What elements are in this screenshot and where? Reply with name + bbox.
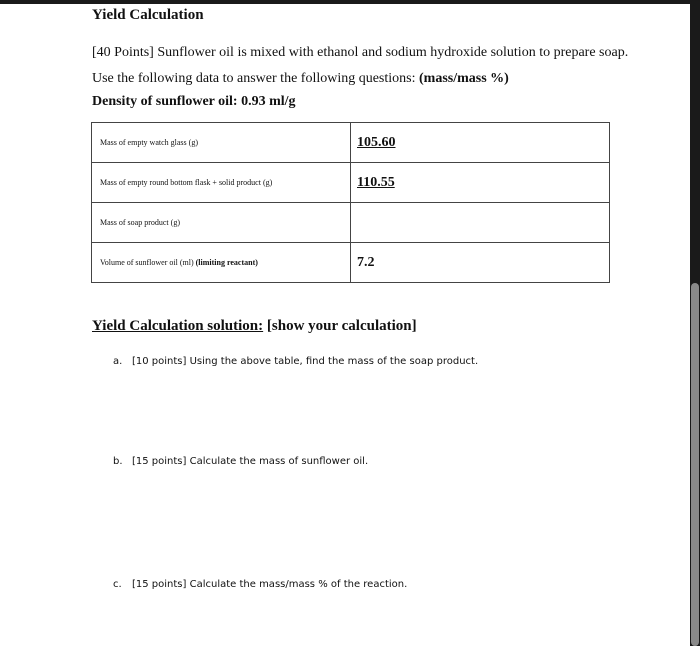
table-cell-value-empty [351, 203, 610, 243]
vertical-scrollbar[interactable] [691, 283, 699, 646]
intro-line-2-text: Use the following data to answer the following questions: [92, 71, 419, 86]
table-row [92, 203, 610, 243]
table-row [92, 123, 610, 163]
solution-heading-rest: [show your calculation] [263, 318, 417, 334]
question-text: [10 points] Using the above table, find the mass of the soap product. [132, 356, 479, 367]
intro-line-2 [92, 66, 632, 92]
table-row [92, 163, 610, 203]
row-label: Mass of soap product (g) [100, 218, 180, 227]
question-letter: a. [113, 356, 123, 367]
intro-paragraph [92, 40, 632, 92]
row-label-bold: (limiting reactant) [195, 258, 258, 267]
question-text: [15 points] Calculate the mass/mass % of the reaction. [132, 579, 408, 590]
density-statement: Density of sunflower oil: 0.93 ml/g [92, 94, 296, 109]
row-label: Mass of empty round bottom flask + solid product (g) [100, 178, 273, 187]
intro-line-1: [40 Points] Sunflower oil is mixed with ethanol and sodium hydroxide solution to prepare soap. [92, 45, 629, 60]
question-letter: c. [113, 579, 122, 590]
row-label: Volume of sunflower oil (ml) [100, 258, 196, 267]
table-cell-value: 105.60 [351, 123, 610, 163]
table-cell-value: 7.2 [351, 243, 610, 283]
table-cell-value: 110.55 [351, 163, 610, 203]
question-c [113, 579, 407, 590]
question-letter: b. [113, 456, 123, 467]
question-a [113, 356, 478, 367]
document-title: Yield Calculation [92, 7, 204, 23]
question-b [113, 456, 368, 467]
table-row [92, 243, 610, 283]
intro-line-2-bold: (mass/mass %) [419, 71, 509, 86]
solution-heading [92, 318, 417, 335]
data-table [91, 122, 610, 283]
solution-heading-underlined: Yield Calculation solution: [92, 318, 264, 334]
table-cell-label [92, 203, 351, 243]
table-cell-label [92, 243, 351, 283]
window-frame-top [0, 0, 700, 4]
table-cell-label [92, 163, 351, 203]
table-cell-label [92, 123, 351, 163]
row-label: Mass of empty watch glass (g) [100, 138, 198, 147]
question-text: [15 points] Calculate the mass of sunflower oil. [132, 456, 369, 467]
